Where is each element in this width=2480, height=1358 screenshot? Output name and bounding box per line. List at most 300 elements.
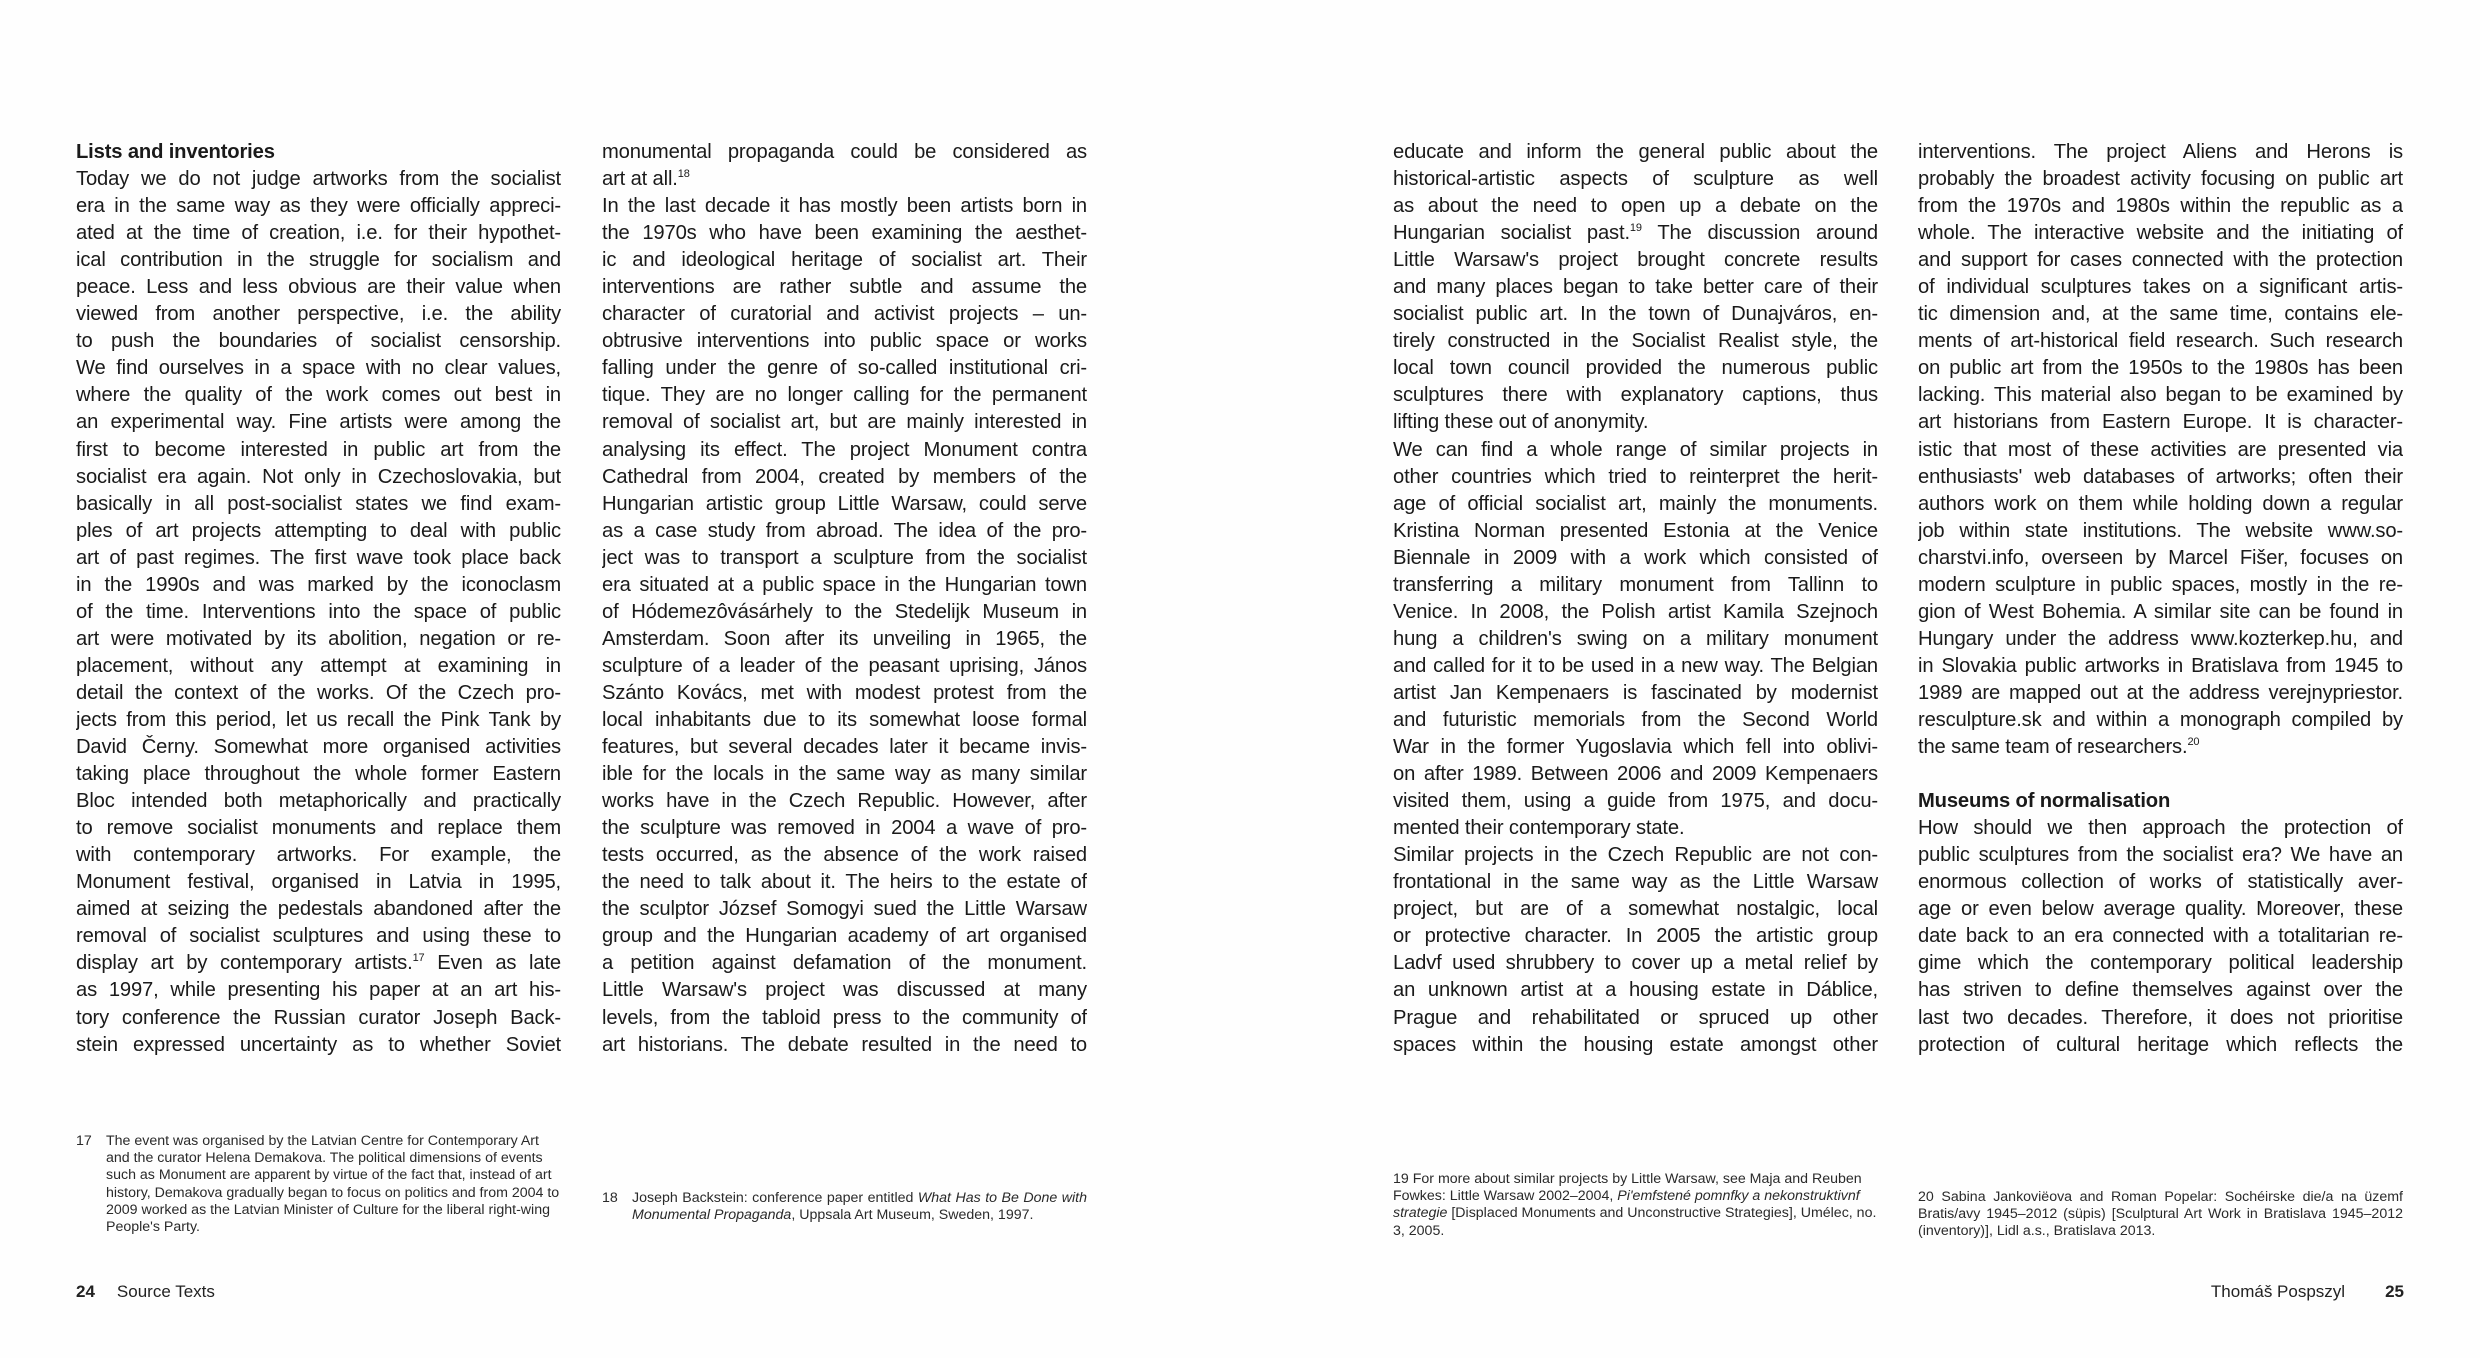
footnote-17	[76, 1133, 561, 1236]
line-text: date back to an era connected with a totalitarian re-	[1918, 925, 2403, 948]
line-text: Little Warsaw's project was discussed at many	[602, 979, 1087, 1002]
text-line	[1393, 734, 1878, 761]
text-line	[602, 572, 1087, 599]
line-text: in the 1990s and was marked by the iconoclasm	[76, 573, 561, 596]
text-line	[602, 950, 1087, 977]
text-line	[1918, 437, 2403, 464]
text-line	[1918, 1005, 2403, 1032]
line-text: ated at the time of creation, i.e. for their hypothet-	[76, 222, 561, 245]
line-text: levels, from the tabloid press to the community of	[602, 1006, 1087, 1029]
line-text: sculptures there with explanatory captions, thus	[1393, 384, 1878, 407]
text-line	[76, 977, 561, 1004]
text-line	[1918, 977, 2403, 1004]
text-line	[76, 788, 561, 815]
text-line	[602, 896, 1087, 923]
line-text: mented their contemporary state.	[1393, 817, 1685, 840]
text-line	[602, 274, 1087, 301]
line-text: interventions are rather subtle and assume the	[602, 276, 1087, 299]
text-line	[1918, 761, 2403, 788]
line-text: era situated at a public space in the Hungarian town	[602, 573, 1087, 596]
footnote-text: , Uppsala Art Museum, Sweden, 1997.	[791, 1207, 1034, 1224]
text-line	[1393, 1005, 1878, 1032]
text-line	[1918, 653, 2403, 680]
text-line	[1393, 247, 1878, 274]
line-text: tory conference the Russian curator Joseph Back-	[76, 1006, 561, 1029]
body-column-1	[76, 139, 561, 1059]
text-line	[1918, 139, 2403, 166]
footnote-text: Sabina Jankoviëova and Roman Popelar: Sochéirske die/a na üzemf Bratis/avy 1945–2012 (süpis) [Sculptural Art Work in Bratislava 1945–2012 (inventory)], Lidl a.s., Bratislava 2013.	[1918, 1189, 2403, 1240]
line-text: of Hódemezôvásárhely to the Stedelijk Museum in	[602, 600, 1087, 623]
line-text: features, but several decades later it became invis-	[602, 736, 1087, 759]
line-text: Even as late	[424, 952, 561, 975]
line-text: ples of art projects attempting to deal with public	[76, 519, 561, 542]
line-text: in Slovakia public artworks in Bratislava from 1945 to	[1918, 654, 2403, 677]
text-line	[1393, 815, 1878, 842]
text-line	[76, 1032, 561, 1059]
line-text: 1989 are mapped out at the address verejnypriestor.	[1918, 681, 2403, 704]
line-text: Venice. In 2008, the Polish artist Kamila Szejnoch	[1393, 600, 1878, 623]
footnote-text: The event was organised by the Latvian Centre for Contemporary Art and the curator Helena Demakova. The political dimensions of events such as Monument are apparent by virtue of the fact that, instead of art history, Demakova gradually began to focus on politics and from 2004 to 2009 worked as the Latvian Minister of Culture for the liberal right-wing People's Party.	[106, 1133, 560, 1236]
text-line	[602, 842, 1087, 869]
text-line	[76, 193, 561, 220]
line-text: basically in all post-socialist states we find exam-	[76, 492, 561, 515]
line-text: peace. Less and less obvious are their value when	[76, 276, 561, 299]
line-text: character of curatorial and activist projects – un-	[602, 303, 1087, 326]
line-text: historical-artistic aspects of sculpture as well	[1393, 168, 1878, 191]
line-text: frontational in the same way as the Little Warsaw	[1393, 871, 1878, 894]
text-line	[1918, 626, 2403, 653]
line-text: last two decades. Therefore, it does not prioritise	[1918, 1006, 2403, 1029]
text-line	[76, 328, 561, 355]
line-text: gime which the contemporary political leadership	[1918, 952, 2403, 975]
line-text: to push the boundaries of socialist censorship.	[76, 330, 561, 353]
line-text: first to become interested in public art from the	[76, 438, 561, 461]
text-line	[1918, 166, 2403, 193]
line-text: Bloc intended both metaphorically and practically	[76, 790, 561, 813]
text-line	[76, 545, 561, 572]
footnote-text: [Displaced Monuments and Unconstructive Strategies], Umélec, no. 3, 2005.	[1393, 1205, 1877, 1239]
line-text: ic and ideological heritage of socialist art. Their	[602, 249, 1087, 272]
text-line	[602, 464, 1087, 491]
line-text: tic dimension and, at the same time, contains ele-	[1918, 303, 2403, 326]
text-line	[1393, 409, 1878, 436]
text-line	[602, 220, 1087, 247]
section-heading	[76, 139, 561, 166]
text-line	[1918, 274, 2403, 301]
line-text: authors work on them while holding down a regular	[1918, 492, 2403, 515]
line-text: gion of West Bohemia. A similar site can be found in	[1918, 600, 2403, 623]
text-line	[76, 572, 561, 599]
page-number: 24	[76, 1282, 95, 1301]
line-text: the need to talk about it. The heirs to the estate of	[602, 871, 1087, 894]
text-line	[1918, 842, 2403, 869]
text-line	[602, 788, 1087, 815]
line-text: Biennale in 2009 with a work which consisted of	[1393, 546, 1878, 569]
line-text: placement, without any attempt at examining in	[76, 654, 561, 677]
line-text: tique. They are no longer calling for the permanent	[602, 384, 1087, 407]
line-text: tests occurred, as the absence of the work raised	[602, 844, 1087, 867]
text-line	[602, 355, 1087, 382]
line-text: Szánto Kovács, met with modest protest from the	[602, 681, 1087, 704]
line-text: art historians. The debate resulted in the need to	[602, 1033, 1087, 1056]
text-line	[76, 409, 561, 436]
text-line	[1918, 1032, 2403, 1059]
footnote-ref: 20	[2187, 736, 2200, 749]
line-text: to remove socialist monuments and replace them	[76, 817, 561, 840]
text-line	[1393, 491, 1878, 518]
text-line	[76, 923, 561, 950]
line-text: ments of art-historical field research. Such research	[1918, 330, 2403, 353]
line-text: David Černy. Somewhat more organised activities	[76, 736, 561, 759]
text-line	[602, 545, 1087, 572]
text-line	[602, 1005, 1087, 1032]
line-text: sculpture of a leader of the peasant uprising, János	[602, 654, 1087, 677]
line-text: Hungary under the address www.kozterkep.hu, and	[1918, 627, 2403, 650]
line-text: probably the broadest activity focusing on public art	[1918, 168, 2403, 191]
line-text: monumental propaganda could be considered as	[602, 141, 1087, 163]
line-text: The discussion around	[1641, 222, 1878, 245]
line-text: enthusiasts' web databases of artworks; often their	[1918, 465, 2403, 488]
text-line	[602, 761, 1087, 788]
text-line	[602, 599, 1087, 626]
footnote-ref: 17	[412, 952, 425, 965]
line-text: removal of socialist sculptures and using these to	[76, 925, 561, 948]
folio-right	[2211, 1282, 2404, 1302]
text-line	[1918, 382, 2403, 409]
line-text: Cathedral from 2004, created by members of the	[602, 465, 1087, 488]
footnote-title: What Has to Be Done with Monumental Propaganda	[632, 1190, 1087, 1224]
text-line	[602, 437, 1087, 464]
line-text: How should we then approach the protection of	[1918, 817, 2403, 840]
line-text: lacking. This material also began to be examined by	[1918, 384, 2403, 407]
line-text: local inhabitants due to its somewhat loose formal	[602, 708, 1087, 731]
line-text: works have in the Czech Republic. However, after	[602, 790, 1087, 813]
text-line	[76, 1005, 561, 1032]
text-line	[76, 761, 561, 788]
text-line	[1393, 977, 1878, 1004]
text-line	[1918, 815, 2403, 842]
text-line	[76, 599, 561, 626]
line-text: project, but are of a somewhat nostalgic, local	[1393, 898, 1878, 921]
line-text: We find ourselves in a space with no clear values,	[76, 357, 561, 380]
text-line	[1393, 680, 1878, 707]
text-line	[1918, 734, 2403, 761]
body-column-2	[602, 139, 1087, 1059]
text-line	[1918, 707, 2403, 734]
line-text: of the time. Interventions into the space of public	[76, 600, 561, 623]
text-line	[1393, 382, 1878, 409]
text-line	[602, 328, 1087, 355]
text-line	[76, 950, 561, 977]
line-text: with contemporary artworks. For example, the	[76, 844, 561, 867]
line-text: as about the need to open up a debate on the	[1393, 195, 1878, 218]
text-line	[76, 220, 561, 247]
footnote-19	[1393, 1171, 1878, 1240]
footnote-number: 17	[76, 1133, 92, 1149]
text-line	[1918, 680, 2403, 707]
line-text: an unknown artist at a housing estate in Dáblice,	[1393, 979, 1878, 1002]
line-text: spaces within the housing estate amongst other	[1393, 1033, 1878, 1056]
text-line	[602, 382, 1087, 409]
text-line	[1393, 301, 1878, 328]
text-line	[602, 653, 1087, 680]
text-line	[1393, 950, 1878, 977]
text-line	[1393, 869, 1878, 896]
text-line	[1393, 626, 1878, 653]
line-text: and called for it to be used in a new way. The Belgian	[1393, 654, 1878, 677]
line-text: protection of cultural heritage which reflects the	[1918, 1033, 2403, 1056]
text-line	[76, 869, 561, 896]
line-text: as 1997, while presenting his paper at an art his-	[76, 979, 561, 1002]
footnote-title: Pi'emfstené pomnfky a nekonstruktivnf strategie	[1393, 1188, 1860, 1222]
text-line	[1918, 599, 2403, 626]
line-text: as a case study from abroad. The idea of the pro-	[602, 519, 1087, 542]
line-text: enormous collection of works of statistically aver-	[1918, 871, 2403, 894]
text-line	[1918, 247, 2403, 274]
line-text: job within state institutions. The website www.so-	[1918, 519, 2403, 542]
text-line	[602, 409, 1087, 436]
line-text: local town council provided the numerous public	[1393, 357, 1878, 380]
text-line	[76, 491, 561, 518]
line-text: era in the same way as they were officially appreci-	[76, 195, 561, 218]
line-text: removal of socialist art, but are mainly interested in	[602, 411, 1087, 434]
text-line	[1393, 193, 1878, 220]
line-text: interventions. The project Aliens and Herons is	[1918, 141, 2403, 163]
text-line	[602, 139, 1087, 166]
text-line	[76, 896, 561, 923]
footnote-ref: 19	[1629, 222, 1642, 235]
line-text: Little Warsaw's project brought concrete results	[1393, 249, 1878, 272]
body-column-4	[1918, 139, 2403, 1059]
text-line	[76, 626, 561, 653]
text-line	[1918, 355, 2403, 382]
text-line	[602, 734, 1087, 761]
page-number: 25	[2385, 1282, 2404, 1301]
line-text: has striven to define themselves against over the	[1918, 979, 2403, 1002]
line-text: Similar projects in the Czech Republic are not con-	[1393, 844, 1878, 867]
text-line	[602, 626, 1087, 653]
line-text: jects from this period, let us recall the Pink Tank by	[76, 708, 561, 731]
line-text: obtrusive interventions into public space or works	[602, 330, 1087, 353]
line-text: Amsterdam. Soon after its unveiling in 1965, the	[602, 627, 1087, 650]
text-line	[602, 923, 1087, 950]
text-line	[76, 518, 561, 545]
text-line	[1918, 491, 2403, 518]
line-text: Hungarian artistic group Little Warsaw, could serve	[602, 492, 1087, 515]
line-text: where the quality of the work comes out best in	[76, 384, 561, 407]
text-line	[602, 491, 1087, 518]
footnote-number: 20	[1918, 1189, 1934, 1205]
line-text: istic that most of these activities are presented via	[1918, 438, 2403, 461]
text-line	[1918, 409, 2403, 436]
text-line	[1393, 707, 1878, 734]
line-text: Kristina Norman presented Estonia at the Venice	[1393, 519, 1878, 542]
text-line	[602, 518, 1087, 545]
text-line	[76, 382, 561, 409]
text-line	[76, 842, 561, 869]
line-text: taking place throughout the whole former Eastern	[76, 763, 561, 786]
line-text: educate and inform the general public about the	[1393, 141, 1878, 163]
line-text: and support for cases connected with the protection	[1918, 249, 2403, 272]
text-line	[602, 815, 1087, 842]
line-text: art were motivated by its abolition, negation or re-	[76, 627, 561, 650]
text-line	[76, 734, 561, 761]
text-line	[1918, 869, 2403, 896]
line-text: In the last decade it has mostly been artists born in	[602, 195, 1087, 218]
footnote-text: Joseph Backstein: conference paper entitled	[632, 1190, 918, 1206]
section-heading	[1918, 788, 2403, 815]
line-text: Monument festival, organised in Latvia in 1995,	[76, 871, 561, 894]
line-text: public sculptures from the socialist era? We have an	[1918, 844, 2403, 867]
text-line	[1918, 572, 2403, 599]
running-title: Source Texts	[116, 1282, 215, 1301]
line-text: aimed at seizing the pedestals abandoned after the	[76, 898, 561, 921]
line-text: viewed from another perspective, i.e. the ability	[76, 303, 561, 326]
text-line	[1393, 923, 1878, 950]
line-text: and futuristic memorials from the Second World	[1393, 708, 1878, 731]
line-text: Hungarian socialist past.	[1393, 222, 1630, 245]
text-line	[602, 247, 1087, 274]
line-text: art at all.	[602, 168, 678, 191]
text-line	[76, 815, 561, 842]
text-line	[1918, 464, 2403, 491]
text-line	[1393, 788, 1878, 815]
text-line	[76, 680, 561, 707]
line-text: resculpture.sk and within a monograph compiled by	[1918, 708, 2403, 731]
body-column-3	[1393, 139, 1878, 1059]
line-text: ical contribution in the struggle for socialism and	[76, 249, 561, 272]
folio-left	[76, 1282, 215, 1302]
line-text: Prague and rehabilitated or spruced up other	[1393, 1006, 1878, 1029]
text-line	[76, 166, 561, 193]
line-text: a petition against defamation of the monument.	[602, 952, 1087, 975]
text-line	[1393, 274, 1878, 301]
text-line	[1393, 220, 1878, 247]
text-line	[76, 355, 561, 382]
text-line	[1393, 842, 1878, 869]
line-text: and many places began to take better care of their	[1393, 276, 1878, 299]
text-line	[1918, 220, 2403, 247]
text-line	[1393, 1032, 1878, 1059]
text-line	[602, 1032, 1087, 1059]
text-line	[76, 301, 561, 328]
text-line	[76, 707, 561, 734]
line-text: the sculpture was removed in 2004 a wave of pro-	[602, 817, 1087, 840]
line-text: art historians from Eastern Europe. It is character-	[1918, 411, 2403, 434]
text-line	[76, 653, 561, 680]
text-line	[76, 464, 561, 491]
line-text: detail the context of the works. Of the Czech pro-	[76, 681, 561, 704]
text-line	[1393, 761, 1878, 788]
text-line	[1393, 599, 1878, 626]
text-line	[1918, 193, 2403, 220]
footnote-text: For more about similar projects by Little Warsaw, see Maja and Reuben Fowkes: Little Warsaw 2002–2004,	[1393, 1171, 1862, 1205]
line-text: age or even below average quality. Moreover, these	[1918, 898, 2403, 921]
text-line	[1393, 545, 1878, 572]
footnote-20	[1918, 1189, 2403, 1241]
text-line	[1393, 896, 1878, 923]
line-text: the same team of researchers.	[1918, 736, 2188, 759]
text-line	[1393, 653, 1878, 680]
line-text: ible for the locals in the same way as many similar	[602, 763, 1087, 786]
text-line	[1393, 518, 1878, 545]
line-text: We can find a whole range of similar projects in	[1393, 438, 1878, 461]
line-text: tirely constructed in the Socialist Realist style, the	[1393, 330, 1878, 353]
text-line	[602, 301, 1087, 328]
line-text: modern sculpture in public spaces, mostly in the re-	[1918, 573, 2403, 596]
footnote-18	[602, 1190, 1087, 1224]
line-text: artist Jan Kempenaers is fascinated by modernist	[1393, 681, 1878, 704]
line-text: other countries which tried to reinterpret the herit-	[1393, 465, 1878, 488]
text-line	[602, 166, 1087, 193]
line-text: the sculptor József Somogyi sued the Little Warsaw	[602, 898, 1087, 921]
text-line	[1918, 923, 2403, 950]
line-text: hung a children's swing on a military monument	[1393, 627, 1878, 650]
text-line	[602, 707, 1087, 734]
line-text: transferring a military monument from Tallinn to	[1393, 573, 1878, 596]
line-text: display art by contemporary artists.	[76, 952, 413, 975]
text-line	[1918, 950, 2403, 977]
text-line	[1918, 301, 2403, 328]
line-text: Ladvf used shrubbery to cover up a metal relief by	[1393, 952, 1878, 975]
line-text: art of past regimes. The first wave took place back	[76, 546, 561, 569]
line-text: or protective character. In 2005 the artistic group	[1393, 925, 1878, 948]
text-line	[1393, 166, 1878, 193]
text-line	[1918, 545, 2403, 572]
line-text: from the 1970s and 1980s within the republic as a	[1918, 195, 2403, 218]
text-line	[1393, 355, 1878, 382]
text-line	[1393, 437, 1878, 464]
text-line	[1393, 328, 1878, 355]
text-line	[602, 977, 1087, 1004]
line-text: age of official socialist art, mainly the monuments.	[1393, 492, 1878, 515]
line-text: socialist era again. Not only in Czechoslovakia, but	[76, 465, 561, 488]
line-text: on public art from the 1950s to the 1980s has been	[1918, 357, 2403, 380]
line-text: Museums of normalisation	[1918, 790, 2171, 813]
text-line	[1393, 572, 1878, 599]
line-text: Today we do not judge artworks from the socialist	[76, 168, 561, 191]
footnote-number: 19	[1393, 1171, 1409, 1187]
line-text: an experimental way. Fine artists were among the	[76, 411, 561, 434]
line-text: on after 1989. Between 2006 and 2009 Kempenaers	[1393, 763, 1878, 786]
line-text: of individual sculptures takes on a significant artis-	[1918, 276, 2403, 299]
text-line	[1918, 328, 2403, 355]
line-text: analysing its effect. The project Monument contra	[602, 438, 1087, 461]
line-text: whole. The interactive website and the initiating of	[1918, 222, 2403, 245]
line-text: charstvi.info, overseen by Marcel Fišer, focuses on	[1918, 546, 2403, 569]
text-line	[76, 247, 561, 274]
line-text: ject was to transport a sculpture from the socialist	[602, 546, 1087, 569]
text-line	[1918, 518, 2403, 545]
line-text: War in the former Yugoslavia which fell into oblivi-	[1393, 736, 1878, 759]
line-text: the 1970s who have been examining the aesthet-	[602, 222, 1087, 245]
line-text: socialist public art. In the town of Dunajváros, en-	[1393, 303, 1878, 326]
line-text: falling under the genre of so-called institutional cri-	[602, 357, 1087, 380]
text-line	[602, 193, 1087, 220]
line-text: group and the Hungarian academy of art organised	[602, 925, 1087, 948]
text-line	[1393, 464, 1878, 491]
footnote-ref: 18	[677, 168, 690, 181]
running-author: Thomáš Pospszyl	[2210, 1282, 2346, 1301]
line-text: Lists and inventories	[76, 141, 275, 163]
text-line	[1393, 139, 1878, 166]
line-text: stein expressed uncertainty as to whether Soviet	[76, 1033, 561, 1056]
line-text: lifting these out of anonymity.	[1393, 411, 1649, 434]
text-line	[602, 869, 1087, 896]
footnote-number: 18	[602, 1190, 618, 1206]
line-text: visited them, using a guide from 1975, and docu-	[1393, 790, 1878, 813]
text-line	[602, 680, 1087, 707]
